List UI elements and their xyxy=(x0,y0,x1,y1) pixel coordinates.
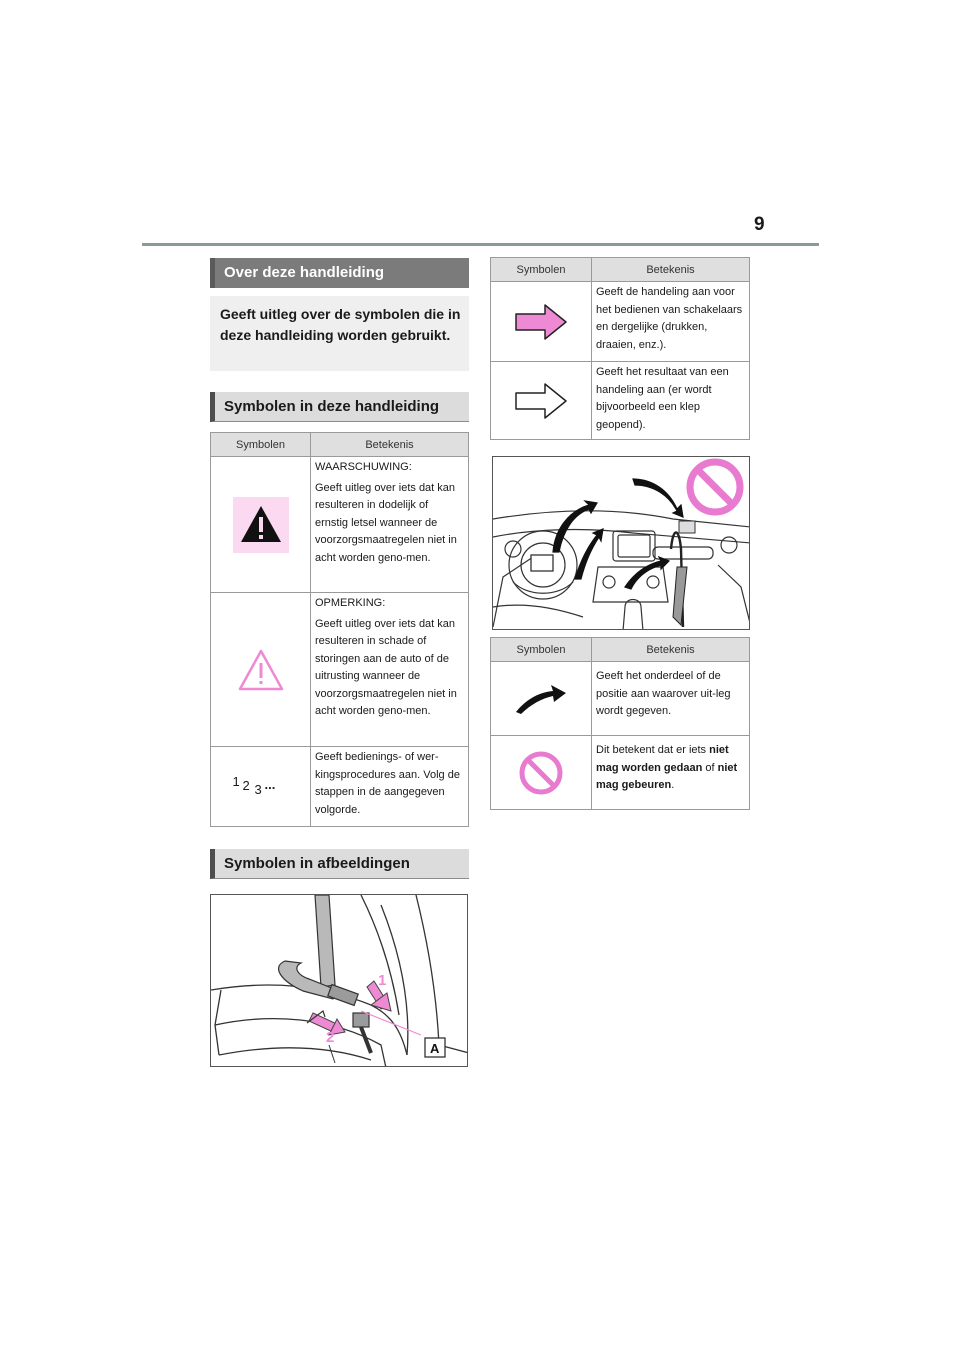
meaning-cell xyxy=(311,593,469,747)
symbols-table-actions xyxy=(490,257,750,440)
meaning-cell: Geeft de handeling aan voor het bedienen van schakelaars en dergelijke (drukken, draaien, enz.). xyxy=(592,282,750,362)
symbol-cell xyxy=(491,362,592,440)
table-row xyxy=(211,593,469,747)
table-row xyxy=(491,662,750,736)
column-header-symbols: Symbolen xyxy=(491,638,592,662)
symbol-cell xyxy=(211,457,311,593)
seatbelt-illustration xyxy=(210,894,468,1067)
table-header-row xyxy=(211,433,469,457)
table-row xyxy=(211,747,469,827)
prohibition-icon xyxy=(518,750,564,796)
emphasis-not-allowed: niet mag worden gedaan xyxy=(596,744,729,774)
meaning-cell: Geeft het resultaat van een handeling aan (er wordt bijvoorbeeld een klep geopend). xyxy=(592,362,750,440)
table-row xyxy=(491,282,750,362)
header-rule xyxy=(142,243,819,246)
symbol-cell xyxy=(491,282,592,362)
callout-a: A xyxy=(430,1041,440,1056)
notice-text: Geeft uitleg over iets dat kan resulteren in schade of storingen aan de auto of de uitrusting wanneer de voorzorgsmaatregelen niet in acht worden geno-men. xyxy=(315,617,457,717)
column-header-meaning: Betekenis xyxy=(592,258,750,282)
dashboard-drawing xyxy=(493,457,750,630)
meaning-cell: Geeft bedienings- of wer-kingsprocedures aan. Volg de stappen in de aangegeven volgorde. xyxy=(311,747,469,827)
table-header-row xyxy=(491,638,750,662)
symbol-cell xyxy=(491,736,592,810)
outline-arrow-icon xyxy=(513,381,569,421)
table-row xyxy=(211,457,469,593)
callout-2: 2 xyxy=(326,1029,335,1046)
curved-arrow-icon xyxy=(513,682,569,716)
column-header-symbols: Symbolen xyxy=(211,433,311,457)
warning-label: WAARSCHUWING: xyxy=(315,461,412,473)
notice-label: OPMERKING: xyxy=(315,597,386,609)
symbol-cell xyxy=(211,747,311,827)
meaning-cell: Dit betekent dat er iets niet mag worden gedaan of niet mag gebeuren. xyxy=(592,736,750,810)
section-heading-figure-symbols: Symbolen in afbeeldingen xyxy=(210,849,469,879)
step-numbers-icon: 1 2 3 ... xyxy=(232,774,276,797)
meaning-cell xyxy=(311,457,469,593)
warning-text: Geeft uitleg over iets dat kan resulteren in dodelijk of ernstig letsel wanneer de voorzorgsmaatregelen niet in acht worden geno-men. xyxy=(315,481,457,564)
column-header-symbols: Symbolen xyxy=(491,258,592,282)
pink-arrow-icon xyxy=(513,302,569,342)
callout-1: 1 xyxy=(378,972,387,989)
intro-box: Geeft uitleg over de symbolen die in deze handleiding worden gebruikt. xyxy=(210,296,469,371)
page-number: 9 xyxy=(754,214,765,235)
table-header-row xyxy=(491,258,750,282)
page-title: Over deze handleiding xyxy=(210,258,469,288)
warning-triangle-filled-icon xyxy=(233,497,289,553)
symbols-table-figures xyxy=(490,637,750,810)
dashboard-illustration xyxy=(492,456,750,630)
table-row xyxy=(491,362,750,440)
column-header-meaning: Betekenis xyxy=(592,638,750,662)
symbol-cell xyxy=(211,593,311,747)
column-header-meaning: Betekenis xyxy=(311,433,469,457)
warning-triangle-outline-icon xyxy=(237,648,285,692)
section-heading-manual-symbols: Symbolen in deze handleiding xyxy=(210,392,469,422)
emphasis-must-not-happen: niet mag gebeuren xyxy=(596,761,738,791)
meaning-cell: Geeft het onderdeel of de positie aan waarover uit-leg wordt gegeven. xyxy=(592,662,750,736)
symbol-cell xyxy=(491,662,592,736)
table-row xyxy=(491,736,750,810)
symbols-table-manual xyxy=(210,432,469,827)
